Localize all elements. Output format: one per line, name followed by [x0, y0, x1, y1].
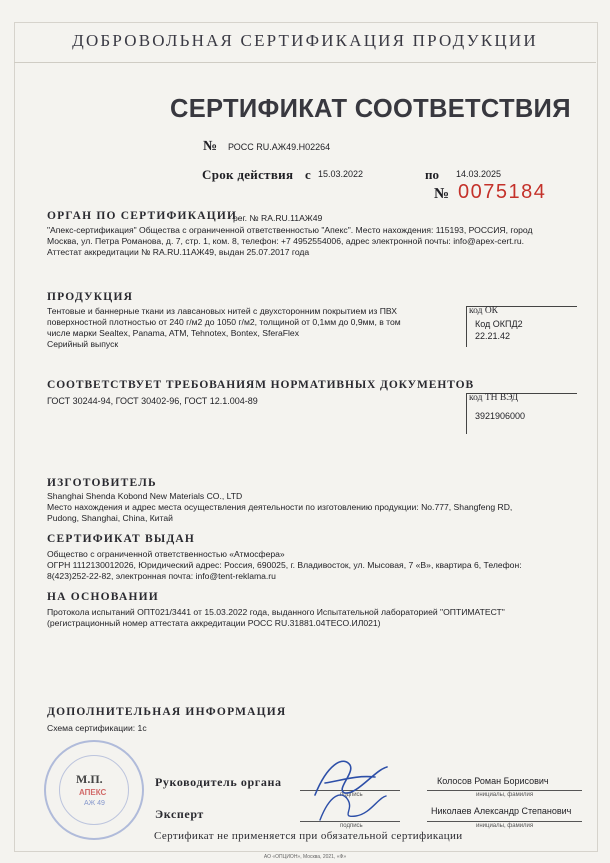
form-number: 0075184	[458, 181, 547, 203]
official-stamp	[44, 740, 144, 840]
validity-to-label: по	[425, 167, 439, 182]
expert-name-line	[427, 821, 582, 822]
footer-printer: АО «ОПЦИОН», Москва, 2021, «Ф»	[263, 854, 347, 860]
expert-label: Эксперт	[155, 807, 204, 821]
manufacturer-line-3: Pudong, Shanghai, China, Китай	[47, 513, 173, 523]
stamp-bottom-text: АЖ 49	[84, 800, 105, 807]
tnved-code-value: 3921906000	[475, 411, 526, 421]
basis-line-2: (регистрационный номер аттестата аккредитации РОСС RU.31881.04ТЕСО.ИЛ021)	[47, 618, 381, 628]
manufacturer-line-2: Место нахождения и адрес места осуществления деятельности по изготовлению продукции: No.777, Shangfeng RD,	[47, 502, 513, 512]
form-no-label: №	[434, 186, 450, 202]
expert-signature	[312, 782, 392, 827]
validity-from-label: с	[305, 167, 311, 182]
manufacturer-heading: ИЗГОТОВИТЕЛЬ	[47, 477, 157, 489]
validity-label: Срок действия	[202, 167, 294, 182]
organ-reg: рег. № RA.RU.11АЖ49	[233, 213, 323, 223]
expert-name-caption: инициалы, фамилия	[476, 823, 534, 829]
basis-line-1: Протокола испытаний ОПТ021/3441 от 15.03.2022 года, выданного Испытательной лабораторией "ОПТИМАТЕСТ"	[47, 607, 505, 617]
organ-line-1: "Апекс-сертификация" Общества с ограниченной ответственностью "Апекс". Место нахождения: 115193, РОССИЯ, город	[47, 225, 533, 235]
product-heading: ПРОДУКЦИЯ	[47, 291, 134, 303]
product-line-2: поверхностной плотностью от 240 г/м2 до 1050 г/м2, толщиной от 0,1мм до 0,9мм, в том	[47, 317, 401, 327]
additional-heading: ДОПОЛНИТЕЛЬНАЯ ИНФОРМАЦИЯ	[47, 706, 287, 718]
head-sign-caption: подпись	[340, 792, 363, 798]
standards-heading: СООТВЕТСТВУЕТ ТРЕБОВАНИЯМ НОРМАТИВНЫХ ДОКУМЕНТОВ	[47, 379, 475, 391]
okpd-code-sub: Код ОКПД2	[475, 319, 523, 329]
issued-line-2: ОГРН 1112130012026, Юридический адрес: Россия, 690025, г. Владивосток, ул. Мысовая, 7 «В», квартира 6, Телефон:	[47, 560, 522, 570]
head-name-caption: инициалы, фамилия	[476, 792, 534, 798]
additional-text: Схема сертификации: 1с	[47, 723, 147, 733]
expert-sign-caption: подпись	[340, 823, 363, 829]
header-title: ДОБРОВОЛЬНАЯ СЕРТИФИКАЦИЯ ПРОДУКЦИИ	[72, 31, 538, 50]
organ-line-3: Аттестат аккредитации № RA.RU.11АЖ49, выдан 25.07.2017 года	[47, 247, 310, 257]
head-name-line	[427, 790, 582, 791]
standards-text: ГОСТ 30244-94, ГОСТ 30402-96, ГОСТ 12.1.004-89	[47, 396, 258, 406]
expert-name: Николаев Александр Степанович	[431, 806, 572, 816]
valid-to-date: 14.03.2025	[456, 169, 502, 179]
main-title: СЕРТИФИКАТ СООТВЕТСТВИЯ	[170, 95, 571, 123]
okpd-code-label: код ОК	[469, 306, 499, 316]
cert-no-label: №	[203, 139, 218, 154]
basis-heading: НА ОСНОВАНИИ	[47, 591, 159, 603]
stamp-mp-text: М.П.	[76, 772, 103, 786]
okpd-code-value: 22.21.42	[475, 331, 511, 341]
organ-line-2: Москва, ул. Петра Романова, д. 7, стр. 1, ком. 8, телефон: +7 4952554006, адрес электронной почты: info@apex-cert.ru.	[47, 236, 525, 246]
organ-heading: ОРГАН ПО СЕРТИФИКАЦИИ	[47, 210, 238, 222]
stamp-center-text: АПЕКС	[79, 788, 107, 797]
cert-number: РОСС RU.АЖ49.Н02264	[228, 142, 331, 152]
tnved-code-label: код ТН ВЭД	[469, 393, 519, 403]
manufacturer-line-1: Shanghai Shenda Kobond New Materials CO., LTD	[47, 491, 243, 501]
issued-heading: СЕРТИФИКАТ ВЫДАН	[47, 533, 196, 545]
head-name: Колосов Роман Борисович	[437, 776, 549, 786]
valid-from-date: 15.03.2022	[318, 169, 364, 179]
product-line-4: Серийный выпуск	[47, 339, 119, 349]
footer-note: Сертификат не применяется при обязательной сертификации	[154, 830, 463, 842]
issued-line-3: 8(423)252-22-82, электронная почта: info@tent-reklama.ru	[47, 571, 276, 581]
issued-line-1: Общество с ограниченной ответственностью «Атмосфера»	[47, 549, 285, 559]
head-label: Руководитель органа	[155, 775, 282, 789]
product-line-3: числе марки Sealtex, Panama, ATM, Tehnotex, Bontex, SferaFlex	[47, 328, 299, 338]
product-line-1: Тентовые и баннерные ткани из лавсановых нитей с двухсторонним покрытием из ПВХ	[47, 306, 398, 316]
